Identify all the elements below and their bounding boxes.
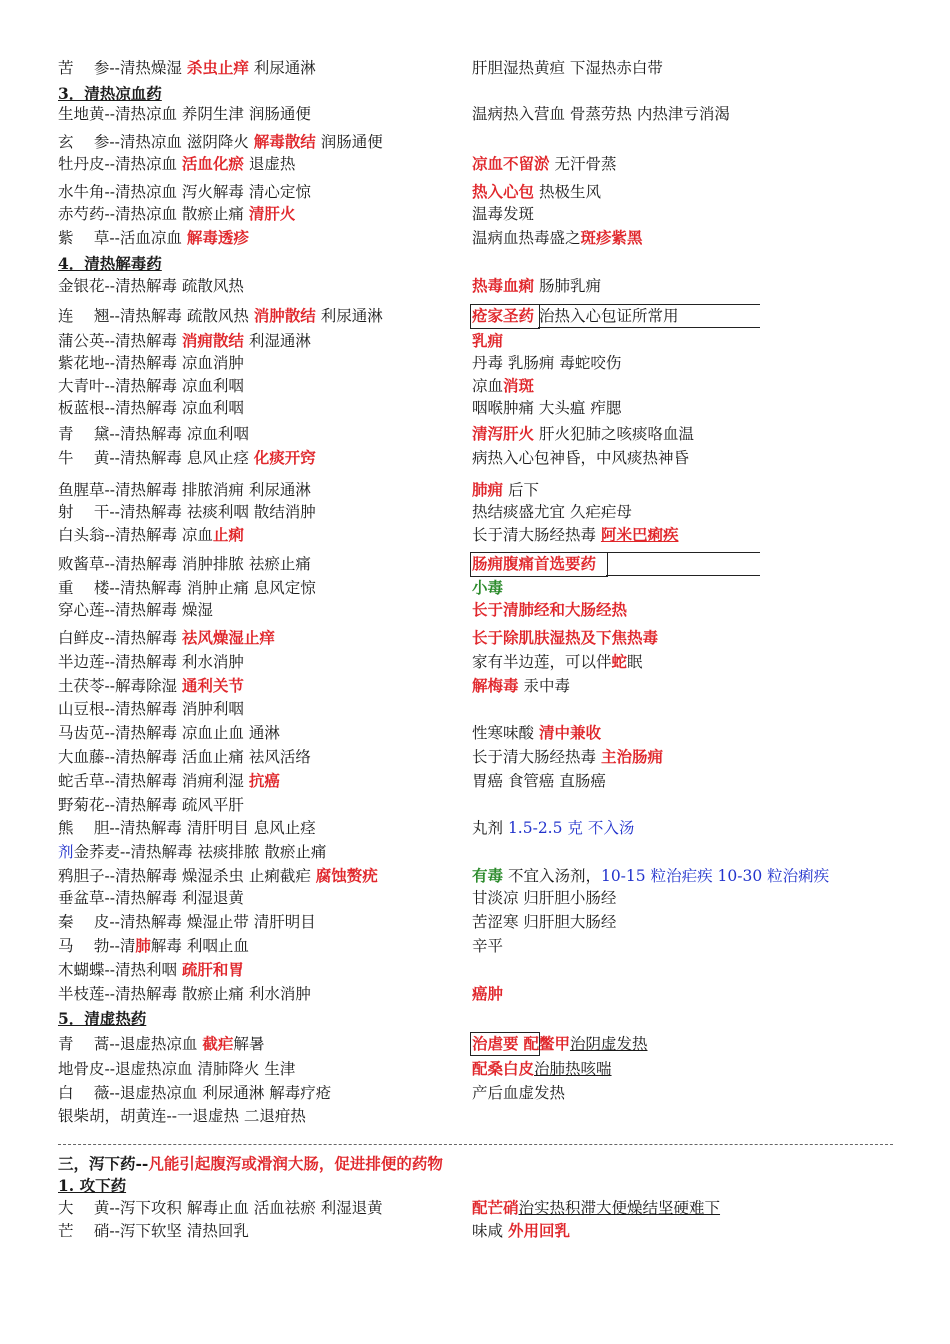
text-segment: 金银花--清热解毒 疏散风热 (58, 277, 244, 295)
text-line-right (472, 912, 616, 932)
text-line-left (58, 1034, 264, 1054)
text-line-left (58, 1154, 443, 1174)
text-segment: 长于清肺经和大肠经热 (472, 600, 628, 619)
text-segment: 凡能引起腹泻或滑润大肠，促进排便的药物 (148, 1154, 443, 1173)
text-line-right (472, 204, 534, 224)
rule-chuangjia (538, 304, 760, 305)
text-segment: 肺 (135, 936, 151, 955)
text-segment: 蛇舌草--清热解毒 消痈利湿 (58, 772, 249, 790)
text-line-left (58, 1176, 126, 1196)
text-segment: 家有半边莲，可以伴 (472, 653, 612, 671)
text-segment: 青 蒿--退虚热凉血 (58, 1035, 203, 1053)
text-segment: 半枝莲--清热解毒 散瘀止痛 利水消肿 (58, 985, 311, 1003)
text-segment: 退虚热 (243, 155, 296, 173)
text-segment: 润肠通便 (315, 133, 383, 151)
text-segment: 温毒发斑 (472, 205, 535, 223)
text-segment: 牡丹皮--清热凉血 (58, 155, 182, 173)
text-segment: 败酱草--清热解毒 消肿排脓 祛瘀止痛 (58, 555, 311, 573)
text-segment: 病热入心包神昏，中风痰热神昏 (472, 449, 690, 467)
text-segment: 小毒 (472, 578, 504, 597)
text-segment: 秦 皮--清热解毒 燥湿止带 清肝明目 (58, 913, 316, 931)
text-segment: 甘淡凉 归肝胆小肠经 (472, 889, 617, 907)
text-segment: 不宜入汤剂， (503, 867, 601, 885)
text-line-left (58, 502, 316, 522)
text-line-left (58, 1198, 383, 1218)
text-line-left (58, 254, 162, 274)
text-line-right (472, 578, 503, 598)
text-segment: 斑疹紫黑 (580, 228, 643, 247)
text-segment: 疮家圣药 (472, 306, 535, 325)
text-line-left (58, 58, 316, 78)
text-line-left (58, 228, 249, 248)
text-segment: 消斑 (503, 376, 535, 395)
text-line-right (472, 936, 503, 956)
text-line-right (472, 424, 694, 444)
text-segment: 1.5-2.5 克 不入汤 (507, 819, 635, 837)
text-line-left (58, 353, 244, 373)
text-line-right (472, 154, 616, 174)
text-segment: 热极生风 (534, 183, 601, 201)
text-line-left (58, 1009, 146, 1029)
text-line-left (58, 1221, 249, 1241)
text-segment: 肝火犯肺之咳痰咯血温 (534, 425, 694, 443)
text-segment: 利尿通淋 (315, 307, 383, 325)
text-line-left (58, 554, 311, 574)
text-segment: 配芒硝 (472, 1198, 519, 1217)
text-segment: 解毒 利咽止血 (150, 937, 249, 955)
text-line-left (58, 747, 311, 767)
text-segment: 紫花地--清热解毒 凉血消肿 (58, 354, 244, 372)
text-segment: 解毒散结 (253, 132, 316, 151)
text-line-right (472, 228, 643, 248)
text-segment: 熊 胆--清热解毒 清肝明目 息风止痉 (58, 819, 316, 837)
text-line-left (58, 84, 162, 104)
text-segment: 生地黄--清热凉血 养阴生津 润肠通便 (58, 105, 311, 123)
text-segment: 热入心包 (472, 182, 535, 201)
text-line-right (472, 771, 606, 791)
text-line-right (472, 448, 689, 468)
text-line-right (472, 480, 539, 500)
text-segment: 清肝火 (248, 204, 296, 223)
text-segment: 性寒味酸 (472, 724, 539, 742)
text-segment: 截疟 (202, 1034, 234, 1053)
text-segment: 治阴虚发热 (569, 1035, 648, 1053)
text-segment: 咽喉肿痛 大头瘟 痄腮 (472, 399, 622, 417)
text-segment: 配鳖甲 (523, 1034, 570, 1053)
text-segment: 射 干--清热解毒 祛痰利咽 散结消肿 (58, 503, 316, 521)
rule-chuangjia-bottom (538, 327, 760, 328)
text-line-left (58, 936, 249, 956)
text-line-right (472, 398, 621, 418)
text-segment: 半边莲--清热解毒 利水消肿 (58, 653, 244, 671)
text-segment: 蒲公英--清热解毒 (58, 332, 182, 350)
text-line-left (58, 912, 316, 932)
text-line-right (472, 1198, 720, 1218)
text-segment: 利尿通淋 (248, 59, 316, 77)
text-segment: 解暑 (233, 1035, 265, 1053)
section-divider (58, 1144, 893, 1145)
text-segment: 苦涩寒 归肝胆大肠经 (472, 913, 617, 931)
text-segment: 地骨皮--退虚热凉血 清肺降火 生津 (58, 1060, 296, 1078)
box-zhinue (470, 1032, 540, 1056)
text-line-left (58, 795, 244, 815)
text-line-left (58, 600, 213, 620)
text-segment: 重 楼--清热解毒 消肿止痛 息风定惊 (58, 579, 316, 597)
text-segment: 5．清虚热药 (58, 1009, 147, 1028)
text-segment: 剂 (58, 843, 74, 861)
text-line-left (58, 771, 280, 791)
text-segment: 热结痰盛尤宜 久疟疟母 (472, 503, 632, 521)
text-segment: 癌肿 (472, 984, 504, 1003)
text-segment: 消痈散结 (181, 331, 244, 350)
box-changyong (470, 552, 608, 577)
text-segment: 大血藤--清热解毒 活血止痛 祛风活络 (58, 748, 311, 766)
text-line-left (58, 331, 311, 351)
text-line-right (472, 600, 627, 620)
text-segment: 治虐要 (472, 1034, 519, 1053)
rule-changyong (606, 552, 760, 553)
text-line-left (58, 1059, 295, 1079)
text-segment: 10-15 粒治疟疾 10-30 粒治痢疾 (600, 867, 830, 885)
text-line-right (472, 1059, 612, 1079)
text-segment: 大 黄--泻下攻积 解毒止血 活血祛瘀 利湿退黄 (58, 1199, 383, 1217)
text-segment: 紫 草--活血凉血 (58, 229, 187, 247)
text-line-left (58, 182, 311, 202)
text-segment: 产后血虚发热 (472, 1084, 566, 1102)
text-line-right (472, 652, 643, 672)
text-segment: 止痢 (212, 525, 244, 544)
text-line-left (58, 1083, 331, 1103)
text-line-right (472, 723, 601, 743)
text-segment: 白头翁--清热解毒 凉血 (58, 526, 213, 544)
text-segment: 肺痈 (472, 480, 504, 499)
text-line-right (472, 984, 503, 1004)
text-line-right (472, 58, 663, 78)
text-line-right (472, 888, 616, 908)
text-segment: 汞中毒 (518, 677, 570, 695)
text-line-left (58, 525, 244, 545)
text-line-right (472, 818, 634, 838)
text-line-left (58, 398, 244, 418)
text-line-right (472, 628, 658, 648)
text-line-left (58, 1106, 306, 1126)
box-chuangjia (470, 304, 540, 329)
text-line-right (472, 502, 632, 522)
text-line-left (58, 578, 316, 598)
text-segment: 长于清大肠经热毒 (472, 748, 601, 766)
text-segment: 牛 黄--清热解毒 息风止痉 (58, 449, 254, 467)
text-segment: 玄 参--清热凉血 滋阴降火 (58, 133, 254, 151)
text-line-right (472, 331, 503, 351)
text-segment: 温病血热毒盛之 (472, 229, 581, 247)
text-line-left (58, 676, 244, 696)
text-line-left (58, 480, 311, 500)
text-line-left (58, 960, 244, 980)
text-segment: 肠肺乳痈 (534, 277, 601, 295)
text-segment: 土茯苓--解毒除湿 (58, 677, 182, 695)
text-segment: 白鲜皮--清热解毒 (58, 629, 182, 647)
text-line-left (58, 888, 244, 908)
text-line-left (58, 276, 244, 296)
text-segment: 丸剂 (472, 819, 508, 837)
text-segment: 白 薇--退虚热凉血 利尿通淋 解毒疗疮 (58, 1084, 332, 1102)
text-segment: 穿心莲--清热解毒 燥湿 (58, 601, 213, 619)
text-segment: 治肺热咳喘 (534, 1060, 612, 1078)
text-segment: 三，泻下药-- (58, 1154, 149, 1173)
text-line-left (58, 842, 326, 862)
text-line-right (472, 1083, 565, 1103)
text-segment: 疏肝和胃 (181, 960, 244, 979)
text-segment: 祛风燥湿止痒 (181, 628, 275, 647)
text-segment: 解梅毒 (472, 676, 519, 695)
text-segment: 长于清大肠经热毒 (472, 526, 601, 544)
rule-changyong-bottom (606, 575, 760, 576)
text-segment: 腐蚀赘疣 (315, 866, 378, 885)
text-segment: 蛇 (611, 652, 628, 671)
text-line-left (58, 818, 316, 838)
text-segment: 无汗骨蒸 (549, 155, 617, 173)
text-segment: 热毒血痢 (472, 276, 535, 295)
text-segment: 有毒 (472, 866, 504, 885)
text-line-left (58, 628, 275, 648)
text-segment: 肠痈腹痛首选要药 (472, 554, 597, 573)
text-segment: 后下 (503, 481, 539, 499)
text-line-left (58, 652, 244, 672)
text-line-right (472, 353, 621, 373)
text-line-right (472, 1221, 570, 1241)
text-segment: 杀虫止痒 (186, 58, 249, 77)
text-line-left (58, 866, 378, 886)
text-segment: 利湿通淋 (243, 332, 311, 350)
text-segment: 肝胆湿热黄疸 下湿热赤白带 (472, 59, 663, 77)
text-line-right (472, 866, 829, 886)
text-line-left (58, 424, 249, 444)
text-segment: 大青叶--清热解毒 凉血利咽 (58, 377, 244, 395)
text-segment: 银柴胡，胡黄连--一退虚热 二退疳热 (58, 1107, 306, 1125)
text-segment: 凉血 (472, 377, 504, 395)
text-segment: 主治肠痈 (600, 747, 663, 766)
text-segment: 连 翘--清热解毒 疏散风热 (58, 307, 254, 325)
text-segment: 鱼腥草--清热解毒 排脓消痈 利尿通淋 (58, 481, 311, 499)
text-segment: 4．清热解毒药 (58, 254, 162, 273)
text-segment: 解毒透疹 (186, 228, 249, 247)
text-line-right (472, 676, 570, 696)
text-segment: 清泻肝火 (472, 424, 535, 443)
text-line-right (472, 747, 663, 767)
text-segment: 鸦胆子--清热解毒 燥湿杀虫 止痢截疟 (58, 867, 316, 885)
text-segment: 阿米巴痢疾 (600, 525, 679, 544)
text-segment: 清中兼收 (538, 723, 601, 742)
text-line-left (58, 448, 316, 468)
text-segment: 抗癌 (248, 771, 280, 790)
text-segment: 木蝴蝶--清热利咽 (58, 961, 182, 979)
text-segment: 赤芍药--清热凉血 散瘀止痛 (58, 205, 249, 223)
text-segment: 消肿散结 (253, 306, 316, 325)
text-segment: 青 黛--清热解毒 凉血利咽 (58, 425, 249, 443)
text-segment: 胃癌 食管癌 直肠癌 (472, 772, 606, 790)
text-segment: 辛平 (472, 937, 504, 955)
text-segment: 温病热入营血 骨蒸劳热 内热津亏消渴 (472, 105, 730, 123)
text-line-left (58, 204, 295, 224)
text-segment: 乳痈 (472, 331, 504, 350)
text-segment: 配桑白皮 (472, 1059, 535, 1078)
text-segment: 凉血不留淤 (472, 154, 550, 173)
text-segment: 治热入心包证所常用 (534, 307, 679, 325)
text-line-right (472, 276, 601, 296)
text-line-left (58, 132, 383, 152)
text-segment: 长于除肌肤湿热及下焦热毒 (472, 628, 659, 647)
text-segment: 马齿苋--清热解毒 凉血止血 通淋 (58, 724, 280, 742)
text-line-left (58, 376, 244, 396)
text-line-right (472, 182, 601, 202)
text-line-right (472, 104, 730, 124)
text-segment: 丹毒 乳肠痈 毒蛇咬伤 (472, 354, 622, 372)
text-segment: 水牛角--清热凉血 泻火解毒 清心定惊 (58, 183, 311, 201)
text-segment: 垂盆草--清热解毒 利湿退黄 (58, 889, 244, 907)
text-line-left (58, 104, 311, 124)
text-line-left (58, 306, 383, 326)
text-segment: 野菊花--清热解毒 疏风平肝 (58, 796, 244, 814)
text-line-left (58, 723, 280, 743)
text-line-left (58, 154, 295, 174)
text-line-left (58, 984, 311, 1004)
text-segment: 苦 参--清热燥湿 (58, 59, 187, 77)
text-segment: 3．清热凉血药 (58, 84, 162, 103)
text-segment: 1. 攻下药 (58, 1176, 127, 1195)
text-segment: 治实热积滞大便燥结坚硬难下 (518, 1199, 721, 1217)
text-segment: 通利关节 (181, 676, 244, 695)
text-segment: 味咸 (472, 1222, 508, 1240)
text-segment: 马 勃--清 (58, 937, 136, 955)
text-line-right (472, 525, 678, 545)
text-segment: 活血化瘀 (181, 154, 244, 173)
text-segment: 芒 硝--泻下软坚 清热回乳 (58, 1222, 249, 1240)
text-line-left (58, 699, 244, 719)
text-segment: 眠 (627, 653, 643, 671)
text-segment: 山豆根--清热解毒 消肿利咽 (58, 700, 244, 718)
text-segment: 外用回乳 (507, 1221, 570, 1240)
text-segment: 化痰开窍 (253, 448, 316, 467)
text-segment: 板蓝根--清热解毒 凉血利咽 (58, 399, 244, 417)
text-segment: 金荞麦--清热解毒 祛痰排脓 散瘀止痛 (73, 843, 327, 861)
text-line-right (472, 376, 534, 396)
